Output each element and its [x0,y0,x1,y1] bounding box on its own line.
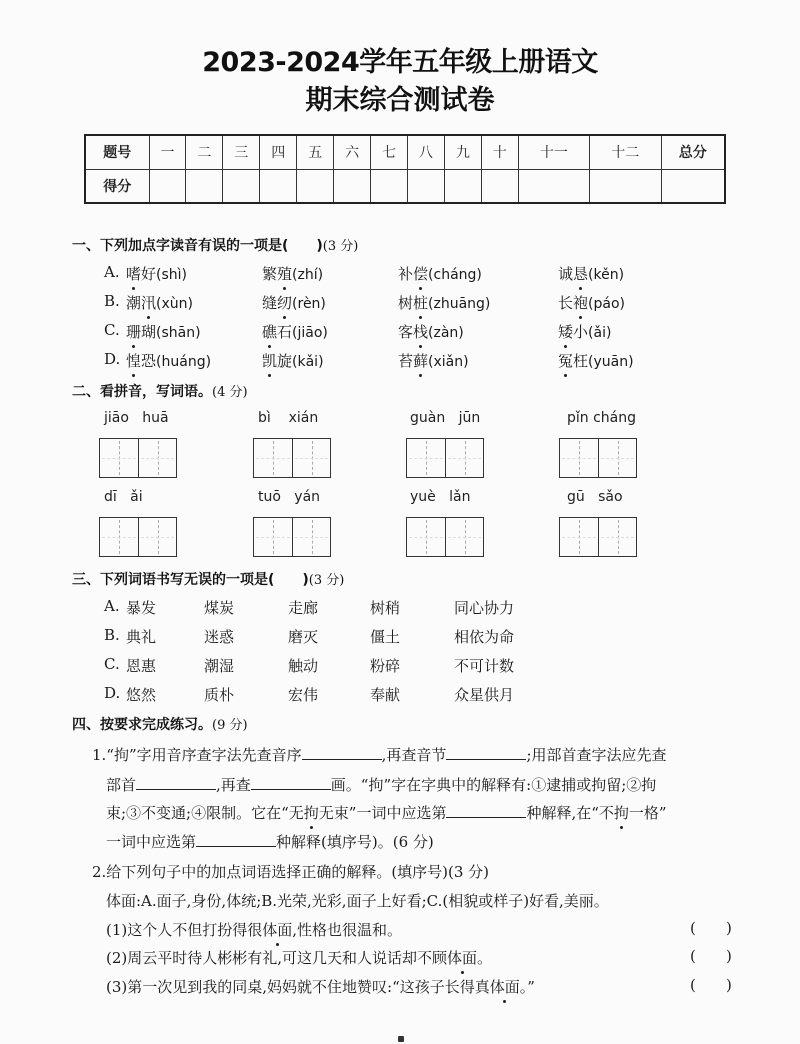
pinyin-syllable: sǎo [598,489,623,505]
answer-grid-7[interactable] [406,517,484,557]
grid-square[interactable] [138,518,176,556]
pinyin-syllable: lǎn [449,489,471,505]
pinyin: (zhuāng) [428,296,491,312]
grid-square[interactable] [407,518,445,556]
page-marker [398,1036,404,1042]
total-label: 总分 [661,135,725,169]
pinyin: (páo) [588,296,625,312]
score-cell[interactable] [518,169,589,203]
col-4: 四 [260,135,297,169]
answer-grid-8[interactable] [559,517,637,557]
col-8: 八 [407,135,444,169]
char: 好 [141,265,157,283]
pinyin-syllable: jiāo [104,410,129,426]
score-cell[interactable] [481,169,518,203]
section3-points: (3 分) [308,573,345,588]
option-label: D. [104,350,121,368]
text: 束;③不变通;④限制。它在“无 [106,804,304,822]
score-cell[interactable] [407,169,444,203]
pinyin-syllable: dī [104,489,117,505]
grid-square[interactable] [292,518,330,556]
dotted-char: 凯 [262,352,278,370]
paren: ( [690,947,696,965]
grid-square[interactable] [598,439,636,477]
pinyin-syllable: yuè [410,489,436,505]
text: ,性格也很温和。 [292,921,403,939]
col-3: 三 [223,135,260,169]
word: 僵土 [370,628,401,646]
col-7: 七 [371,135,408,169]
pinyin: (ǎi) [588,325,612,341]
dotted-char: 拘 [303,804,319,822]
pinyin-syllable: bì [258,410,271,426]
dotted-char: 矮 [558,323,574,341]
pinyin-syllable: gū [567,489,585,505]
grid-square[interactable] [445,439,483,477]
pinyin: (xùn) [156,296,193,312]
char: 苔 [398,352,414,370]
answer-grid-1[interactable] [99,438,177,478]
col-12: 十二 [590,135,661,169]
dotted-char: 桩 [413,294,429,312]
dotted-char: 藓 [413,352,429,370]
text: 种解释(填序号)。(6 分) [276,833,434,851]
grid-square[interactable] [100,439,138,477]
section4-points: (9 分) [212,718,248,733]
dotted-word: 体面 [489,978,520,996]
section2-title: 二、看拼音，写词语。 [72,384,212,400]
word: 同心协力 [454,599,515,617]
option-label: C. [104,655,120,673]
section1-title: 一、下列加点字读音有误的一项是( ) [72,238,323,254]
grid-square[interactable] [254,439,292,477]
char: 小 [573,323,589,341]
word: 走廊 [288,599,319,617]
option-label: A. [104,263,120,281]
answer-grid-6[interactable] [253,517,331,557]
dotted-char: 礁 [262,323,278,341]
answer-blank[interactable] [136,776,216,790]
dotted-char: 冤 [558,352,574,370]
col-10: 十 [481,135,518,169]
score-cell[interactable] [371,169,408,203]
grid-square[interactable] [445,518,483,556]
answer-paren-2[interactable] [690,947,762,965]
pinyin: (kǎi) [292,354,324,370]
answer-grid-3[interactable] [406,438,484,478]
q1-line2 [106,774,656,795]
grid-square[interactable] [138,439,176,477]
pinyin: (zhí) [292,267,324,283]
pinyin-syllable: huā [142,410,169,426]
score-cell[interactable] [149,169,186,203]
word: 迷惑 [204,628,235,646]
word: 悠然 [126,686,157,704]
grid-square[interactable] [292,439,330,477]
text: 部首 [106,776,137,794]
dotted-char: 嗜 [126,265,142,283]
paren: ( [690,919,696,937]
paren: ) [726,919,732,937]
pinyin-word-2 [258,410,318,426]
char: 客 [398,323,414,341]
q1-line4 [106,831,434,852]
word: 煤炭 [204,599,235,617]
word: 粉碎 [370,657,401,675]
word: 触动 [288,657,319,675]
option-label: B. [104,626,120,644]
pinyin: (huáng) [156,354,212,370]
question-number-label: 题号 [85,135,149,169]
word: 恩惠 [126,657,157,675]
answer-paren-3[interactable] [690,976,762,994]
answer-blank[interactable] [196,833,276,847]
word: 质朴 [204,686,235,704]
pinyin: (kěn) [588,267,625,283]
pinyin-syllable: xián [288,410,319,426]
total-score-cell[interactable] [661,169,725,203]
char: 诚 [558,265,574,283]
pinyin: (jiāo) [292,325,328,341]
section1-heading [72,235,358,255]
word: 树稍 [370,599,401,617]
section4-title: 四、按要求完成练习。 [72,717,212,733]
answer-paren-1[interactable] [690,919,762,937]
pinyin-word-4 [567,410,636,426]
q2-sentence-1 [106,919,402,940]
option-label: A. [104,597,120,615]
text: 一格” [628,804,667,822]
score-cell[interactable] [223,169,260,203]
pinyin: (yuān) [588,354,634,370]
char: 旋 [277,352,293,370]
section3-title: 三、下列词语书写无误的一项是( ) [72,572,309,588]
word: 宏伟 [288,686,319,704]
dotted-word: 体面 [447,949,478,967]
col-9: 九 [444,135,481,169]
q2-heading: 2.给下列句子中的加点词语选择正确的解释。(填序号)(3 分) [92,863,490,881]
dotted-char: 恳 [573,265,589,283]
exam-title-line1: 2023-2024学年五年级上册语文 [202,47,598,78]
pinyin: (xiǎn) [428,354,469,370]
option-label: B. [104,292,120,310]
pinyin-word-3 [410,410,480,426]
char: 石 [277,323,293,341]
score-table [84,134,726,204]
char: 长 [558,294,574,312]
option-label: C. [104,321,120,339]
pinyin-word-6 [258,489,320,505]
dotted-word: 体面 [262,921,293,939]
col-11: 十一 [518,135,589,169]
char: 恐 [141,352,157,370]
score-table-header-row [85,135,725,169]
word: 不可计数 [454,657,515,675]
char: 树 [398,294,414,312]
grid-square[interactable] [407,439,445,477]
pinyin-syllable: ǎi [130,489,143,505]
paren: ( [690,976,696,994]
text: 无束”一词中应选第 [318,804,447,822]
pinyin-word-7 [410,489,470,505]
grid-square[interactable] [560,518,598,556]
dotted-char: 惶 [126,352,142,370]
answer-blank[interactable] [446,746,526,760]
grid-square[interactable] [100,518,138,556]
col-1: 一 [149,135,186,169]
text: 。 [477,949,493,967]
section4-heading [72,714,248,734]
word: 暴发 [126,599,157,617]
pinyin-word-5 [104,489,143,505]
grid-square[interactable] [598,518,636,556]
score-table-score-row [85,169,725,203]
word: 相依为命 [454,628,515,646]
grid-square[interactable] [254,518,292,556]
text: 1.“拘”字用音序查字法先查音序 [92,746,302,764]
text: ,再查 [216,776,251,794]
answer-grid-4[interactable] [559,438,637,478]
dotted-char: 汛 [141,294,157,312]
score-cell[interactable] [186,169,223,203]
word: 潮湿 [204,657,235,675]
char: 缝 [262,294,278,312]
q2-definitions: 体面:A.面子,身份,体统;B.光荣,光彩,面子上好看;C.(相貌或样子)好看,美丽。 [106,892,609,910]
word: 奉献 [370,686,401,704]
score-cell[interactable] [260,169,297,203]
col-5: 五 [297,135,334,169]
section1-points: (3 分) [322,239,359,254]
text: (1)这个人不但打扮得很 [106,921,263,939]
q1-line3 [106,802,667,823]
word: 众星供月 [454,686,515,704]
answer-grid-2[interactable] [253,438,331,478]
paren: ) [726,947,732,965]
dotted-char: 袍 [573,294,589,312]
q1-line1 [92,744,667,765]
word: 磨灭 [288,628,319,646]
q2-sentence-2 [106,947,492,968]
pinyin-syllable: guàn [410,410,446,426]
text: (3)第一次见到我的同桌,妈妈就不住地赞叹:“这孩子长得真 [106,978,490,996]
pinyin-syllable: tuō [258,489,281,505]
score-cell[interactable] [297,169,334,203]
score-label: 得分 [85,169,149,203]
section3-heading [72,569,344,589]
grid-square[interactable] [560,439,598,477]
answer-blank[interactable] [446,804,526,818]
score-cell[interactable] [444,169,481,203]
text: ,再查音节 [381,746,447,764]
text: 画。“拘”字在字典中的解释有:①逮捕或拘留;②拘 [330,776,657,794]
char: 枉 [573,352,589,370]
dotted-char: 拘 [613,804,629,822]
dotted-char: 纫 [277,294,293,312]
char: 补 [398,265,414,283]
q2-sentence-3 [106,976,535,997]
char: 瑚 [141,323,157,341]
dotted-char: 偿 [413,265,429,283]
section2-points: (4 分) [212,385,248,400]
pinyin-syllable: pǐn [567,410,589,426]
option-label: D. [104,684,121,702]
dotted-char: 栈 [413,323,429,341]
pinyin: (zàn) [428,325,464,341]
pinyin: (rèn) [292,296,326,312]
pinyin-word-8 [567,489,623,505]
text: ;用部首查字法应先查 [526,746,667,764]
pinyin-syllable: yán [294,489,321,505]
dotted-char: 殖 [277,265,293,283]
score-cell[interactable] [590,169,661,203]
text: 种解释,在“不 [526,804,614,822]
pinyin-syllable: cháng [593,410,637,426]
pinyin: (shì) [156,267,188,283]
answer-grid-5[interactable] [99,517,177,557]
paren: ) [726,976,732,994]
col-6: 六 [334,135,371,169]
answer-blank[interactable] [302,746,382,760]
pinyin: (shān) [156,325,201,341]
exam-title-line2: 期末综合测试卷 [305,85,495,116]
section2-heading [72,381,248,401]
col-2: 二 [186,135,223,169]
char: 潮 [126,294,142,312]
dotted-char: 珊 [126,323,142,341]
text: 一词中应选第 [106,833,197,851]
pinyin-word-1 [104,410,169,426]
text: 。” [519,978,535,996]
score-cell[interactable] [334,169,371,203]
pinyin: (cháng) [428,267,482,283]
char: 繁 [262,265,278,283]
text: (2)周云平时待人彬彬有礼,可这几天和人说话却不顾 [106,949,448,967]
pinyin-syllable: jūn [458,410,481,426]
word: 典礼 [126,628,157,646]
answer-blank[interactable] [251,776,331,790]
